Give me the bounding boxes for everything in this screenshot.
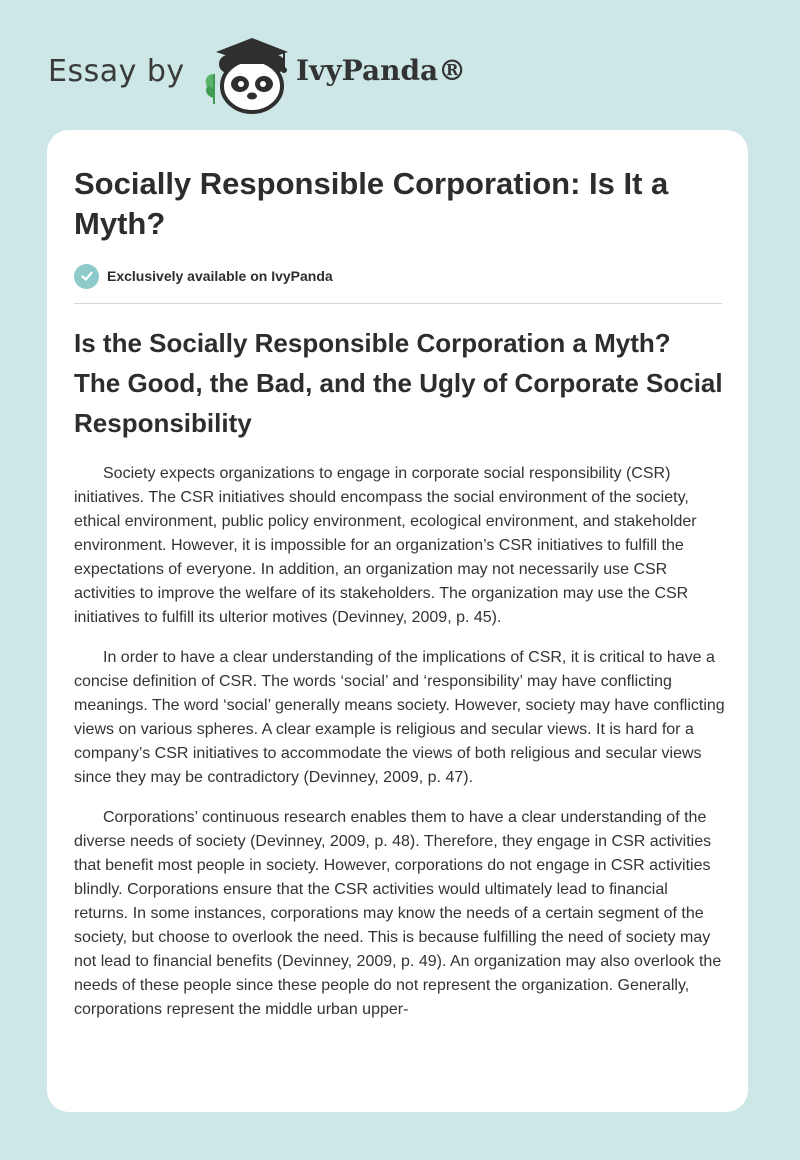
essay-body [74,462,726,1038]
check-circle-icon [74,264,99,289]
page-title: Socially Responsible Corporation: Is It a Myth? [74,166,669,241]
brand-name: IvyPanda® [296,54,467,87]
brand-prefix: Essay by [48,54,185,89]
panda-graduation-cap-icon [200,34,296,114]
divider [74,303,722,304]
exclusive-badge-label: Exclusively available on IvyPanda [107,268,333,284]
section-heading: Is the Socially Responsible Corporation a Myth? The Good, the Bad, and the Ugly of Corporate Social Responsibility [74,328,723,438]
brand-header [48,34,488,114]
paragraph: Society expects organizations to engage in corporate social responsibility (CSR) initiatives. The CSR initiatives should encompass the social environment of the society, ethical environment, public policy environment, ecological environment, and stakeholder environment. However, it is impossible for an organization’s CSR initiatives to fulfill the expectations of everyone. In addition, an organization may not necessarily use CSR activities to improve the welfare of its stakeholders. The organization may use the CSR initiatives to fulfill its ulterior motives (Devinney, 2009, p. 45). [74,465,697,626]
paragraph: In order to have a clear understanding of the implications of CSR, it is critical to have a concise definition of CSR. The words ‘social’ and ‘responsibility’ may have conflicting meanings. The word ‘social’ generally means society. However, society may have conflicting views on various spheres. A clear example is religious and secular views. It is hard for a company’s CSR initiatives to accommodate the views of both religious and secular views since they may be contradictory (Devinney, 2009, p. 47). [74,649,725,786]
exclusive-badge [74,263,333,289]
paragraph: Corporations’ continuous research enables them to have a clear understanding of the diverse needs of society (Devinney, 2009, p. 48). Therefore, they engage in CSR activities that benefit most people in society. However, corporations do not engage in CSR activities blindly. Corporations ensure that the CSR activities would ultimately lead to financial returns. In some instances, corporations may know the needs of a certain segment of the society, but choose to overlook the need. This is because fulfilling the need of society may not lead to financial benefits (Devinney, 2009, p. 49). An organization may also overlook the needs of these people since these people do not represent the organization. Generally, corporations represent the middle urban upper- [74,809,722,1018]
essay-card [47,130,748,1112]
